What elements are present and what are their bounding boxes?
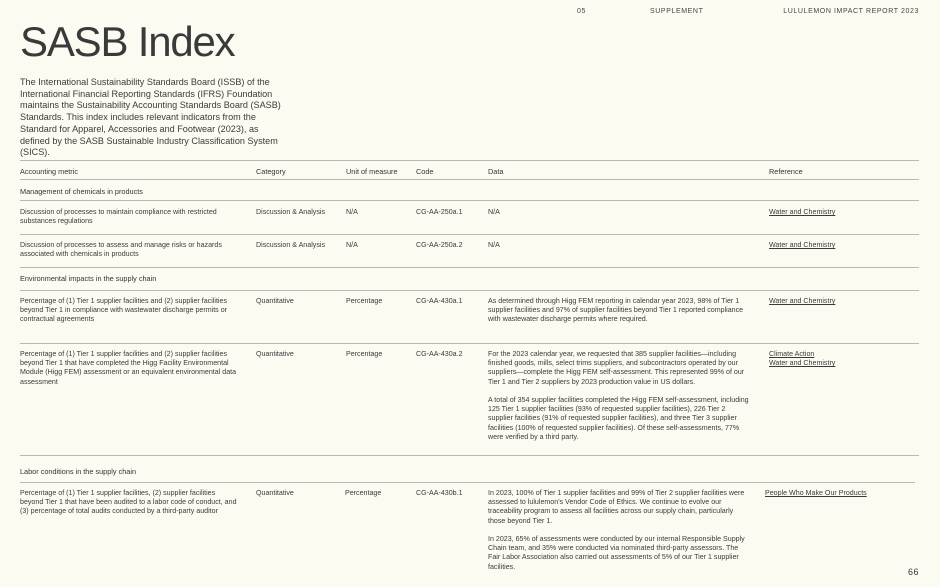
row-unit: Percentage — [345, 489, 382, 497]
row-data-paragraph: In 2023, 65% of assessments were conducted by our internal Responsible Supply Chain team, and 35% were conducted via nominated third-party assessors. The Fair Labor Association also carried out assessments of 5% of our Tier 1 supplier facilities. — [488, 535, 745, 571]
row-code: CG-AA-430a.1 — [416, 297, 463, 305]
section-title-labor: Labor conditions in the supply chain — [20, 467, 137, 476]
col-header-data: Data — [488, 167, 504, 176]
table-top-rule — [20, 160, 919, 161]
header-page-label: 05 — [577, 8, 586, 15]
col-header-code: Code — [416, 167, 434, 176]
table-header-rule — [20, 179, 919, 180]
row-data-paragraph: N/A — [488, 241, 500, 249]
row-code: CG-AA-250a.1 — [416, 208, 463, 216]
reference-link-people-who-make-our-products[interactable]: People Who Make Our Products — [765, 489, 867, 497]
section-rule — [20, 290, 919, 291]
header-report-title: LULULEMON IMPACT REPORT 2023 — [783, 8, 919, 15]
row-references — [769, 350, 835, 368]
row-data-paragraph: A total of 354 supplier facilities completed the Higg FEM self-assessment, including 125 Tier 1 supplier facilities (93% of requested supplier facilities), 226 Tier 2 supplier facilities (91% of requested supplier facilities), and three Tier 3 supplier facilities (100% of requested supplier facilities). Of these self-assessments, 77% were verified by a third party. — [488, 396, 749, 441]
row-rule — [20, 267, 919, 268]
row-data-paragraph: As determined through Higg FEM reporting in calendar year 2023, 98% of Tier 1 supplier facilities and 97% of supplier facilities beyond Tier 1 reported compliance with wastewater discharge permits where required. — [488, 297, 744, 324]
reference-link-water-chemistry[interactable]: Water and Chemistry — [769, 297, 836, 305]
row-references — [769, 208, 835, 217]
row-references — [769, 297, 835, 306]
row-data-paragraph: N/A — [488, 208, 500, 216]
row-metric: Percentage of (1) Tier 1 supplier facilities and (2) supplier facilities beyond Tier 1 that have completed the Higg Facility Environmental Module (Higg FEM) assessment or an equivalent environmental data assessment — [20, 350, 237, 386]
row-category: Discussion & Analysis — [256, 241, 325, 249]
reference-link-water-chemistry[interactable]: Water and Chemistry — [769, 208, 836, 216]
row-data — [488, 350, 750, 442]
intro-paragraph: The International Sustainability Standards Board (ISSB) of the International Financial Reporting Standards (IFRS) Foundation maintains the Sustainability Accounting Standards Board (SASB) Standards. This index includes relevant indicators from the Standard for Apparel, Accessories and Footwear (2023), as defined by the SASB Sustainable Industry Classification System (SICS). — [20, 77, 281, 158]
row-references — [765, 489, 867, 498]
section-rule — [20, 482, 915, 483]
row-code: CG-AA-430b.1 — [416, 489, 463, 497]
row-category: Discussion & Analysis — [256, 208, 325, 216]
reference-link-water-chemistry[interactable]: Water and Chemistry — [769, 359, 836, 368]
page-number: 66 — [907, 567, 919, 577]
row-references — [769, 241, 835, 250]
row-metric: Percentage of (1) Tier 1 supplier facilities, (2) supplier facilities beyond Tier 1 that have been audited to a labor code of conduct, and (3) percentage of total audits conducted by a third-party auditor — [20, 489, 237, 516]
row-code: CG-AA-430a.2 — [416, 350, 463, 358]
row-metric: Percentage of (1) Tier 1 supplier facilities and (2) supplier facilities beyond Tier 1 in compliance with wastewater discharge permits or contractual agreements — [20, 297, 227, 324]
col-header-reference: Reference — [769, 167, 803, 176]
row-unit: Percentage — [346, 350, 383, 358]
section-rule — [20, 200, 919, 201]
page-title: SASB Index — [20, 18, 235, 65]
row-data — [488, 489, 746, 572]
row-data — [488, 241, 750, 250]
col-header-unit: Unit of measure — [346, 167, 398, 176]
header-section-label: SUPPLEMENT — [650, 8, 704, 15]
row-code: CG-AA-250a.2 — [416, 241, 463, 249]
row-category: Quantitative — [256, 350, 294, 358]
reference-link-climate-action[interactable]: Climate Action — [769, 350, 815, 358]
section-title-chemicals: Management of chemicals in products — [20, 187, 143, 196]
row-category: Quantitative — [256, 297, 294, 305]
row-rule — [20, 455, 919, 456]
row-category: Quantitative — [256, 489, 294, 497]
row-rule — [20, 234, 919, 235]
row-data — [488, 297, 750, 325]
row-rule — [20, 343, 919, 344]
row-unit: N/A — [346, 241, 358, 249]
row-metric: Discussion of processes to assess and manage risks or hazards associated with chemicals in products — [20, 241, 222, 259]
col-header-category: Category — [256, 167, 286, 176]
row-unit: Percentage — [346, 297, 383, 305]
row-metric: Discussion of processes to maintain compliance with restricted substances regulations — [20, 208, 217, 226]
reference-link-water-chemistry[interactable]: Water and Chemistry — [769, 241, 836, 249]
row-data — [488, 208, 750, 217]
section-title-environment: Environmental impacts in the supply chain — [20, 274, 157, 283]
col-header-metric: Accounting metric — [20, 167, 78, 176]
row-data-paragraph: For the 2023 calendar year, we requested that 385 supplier facilities—including finished goods, mills, select trims suppliers, and subcontractors operated by our suppliers—complete the Higg FEM self-assessment. This represented 99% of our Tier 1 and Tier 2 suppliers by 2023 production value in US dollars. — [488, 350, 745, 386]
row-unit: N/A — [346, 208, 358, 216]
row-data-paragraph: In 2023, 100% of Tier 1 supplier facilities and 99% of Tier 2 supplier facilities were assessed to lululemon's Vendor Code of Ethics. We continue to evolve our traceability program to assess all facilities across our supply chain, particularly those beyond Tier 1. — [488, 489, 745, 525]
